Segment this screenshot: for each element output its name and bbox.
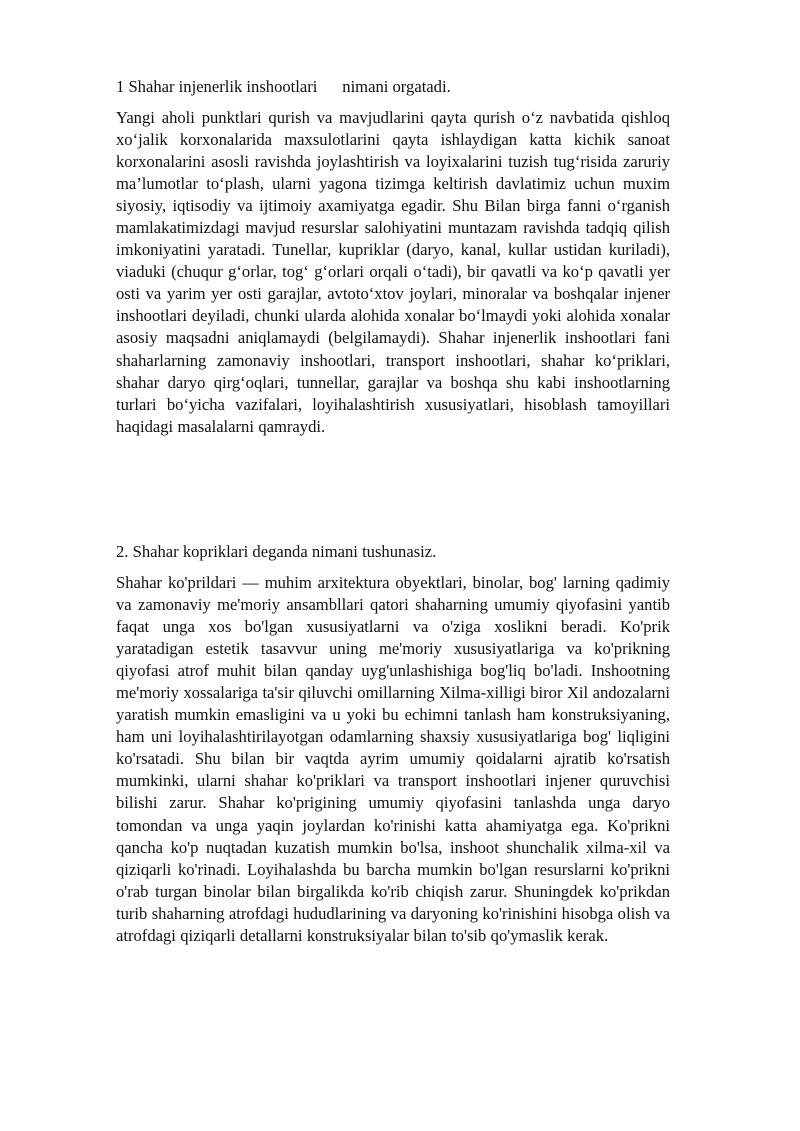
section-1-heading: 1 Shahar injenerlik inshootlari nimani orgatadi.: [116, 77, 451, 96]
section-2-paragraph: Shahar ko'prildari — muhim arxitektura obyektlari, binolar, bog' larning qadimiy va zamonaviy me'moriy ansambllari qatori shaharning umumiy qiyofasini yantib faqat unga xos bo'lgan xususiyatlarni va o'ziga xoslikni beradi. Ko'prik yaratadigan estetik tasavvur uning me'moriy xususiyatlariga va ko'prikning qiyofasi atrof muhit bilan qanday uyg'unlashishiga bog'liq bo'ladi. Inshootning me'moriy xossalariga ta'sir qiluvchi omillarning Xilma-xilligi biror Xil andozalarni yaratish mumkin emasligini va u yoki bu echimni tanlash ham konstruksiyaning, ham uni loyihalashtirilayotgan odamlarning shaxsiy xususiyatlariga bog' liqligini ko'rsatadi. Shu bilan bir vaqtda ayrim umumiy qoidalarni ajratib ko'rsatish mumkinki, ularni shahar ko'priklari va transport inshootlari injener quruvchisi bilishi zarur. Shahar ko'prigining umumiy qiyofasini tanlashda unga daryo tomondan va unga yaqin joylardan ko'rinishi katta ahamiyatga ega. Ko'prikni qancha ko'p nuqtadan kuzatish mumkin bo'lsa, inshoot shunchalik xilma-xil va qiziqarli ko'rinadi. Loyihalashda bu barcha mumkin bo'lgan resurslarni ko'prikni o'rab turgan binolar bilan birgalikda ko'rib chiqish zarur. Shuningdek ko'prikdan turib shaharning atrofdagi hududlarining va daryoning ko'rinishini hisobga olish va atrofdagi qiziqarli detallarni konstruksiyalar bilan to'sib qo'ymaslik kerak.: [116, 573, 670, 945]
section-1: [116, 76, 670, 438]
section-1-paragraph: Yangi aholi punktlari qurish va mavjudlarini qayta qurish o‘z navbatida qishloq xo‘jalik korxonalarida maxsulotlarini qayta ishlaydigan katta kichik sanoat korxonalarini asosli ravishda joylashtirish va loyixalarini tuzish tug‘risida zaruriy ma’lumotlar to‘plash, ularni yagona tizimga keltirish davlatimiz uchun muxim siyosiy, iqtisodiy va ijtimoiy axamiyatga egadir. Shu Bilan birga fanni o‘rganish mamlakatimizdagi mavjud resurslar salohiyatini muntazam ravishda tadqiq qilish imkoniyatini yaratadi. Tunellar, kupriklar (daryo, kanal, kullar ustidan kuriladi), viaduki (chuqur g‘orlar, tog‘ g‘orlari orqali o‘tadi), bir qavatli va ko‘p qavatli yer osti va yarim yer osti garajlar, avtoto‘xtov joylari, minoralar va boshqalar injener inshootlari deyiladi, chunki ularda alohida xonalar bo‘lmaydi yoki alohida xonalar asosiy maqsadni aniqlamaydi (belgilamaydi). Shahar injenerlik inshootlari fani shaharlarning zamonaviy inshootlari, transport inshootlari, shahar ko‘priklari, shahar daryo qirg‘oqlari, tunnellar, garajlar va boshqa shu kabi inshootlarning turlari bo‘yicha vazifalari, loyihalashtirish xususiyatlari, hisoblash tamoyillari haqidagi masalalarni qamraydi.: [116, 108, 670, 436]
section-2: [116, 541, 670, 947]
section-2-heading: 2. Shahar kopriklari deganda nimani tushunasiz.: [116, 542, 437, 561]
page-marker: [494, 44, 498, 48]
